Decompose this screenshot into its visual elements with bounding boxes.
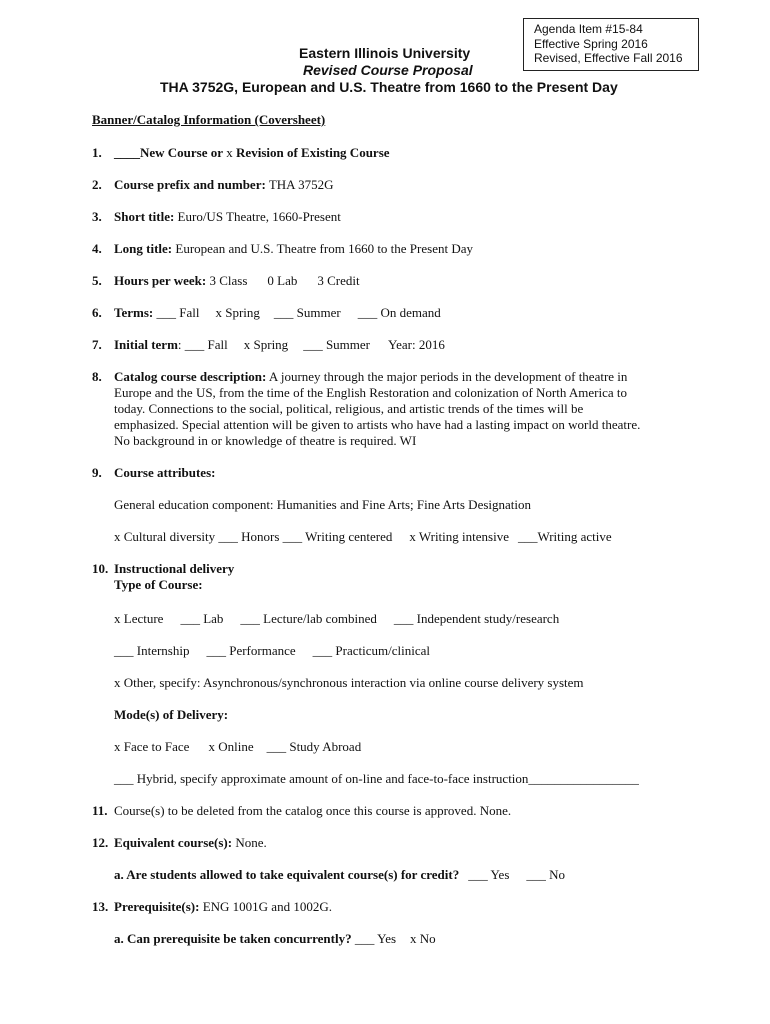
item-instructional-delivery — [92, 561, 692, 787]
new-course-blank: ____ — [114, 145, 140, 160]
field-label: Course prefix and number: — [114, 177, 266, 192]
concurrent-no: x No — [410, 931, 436, 946]
attr-cultural-diversity: x Cultural diversity — [114, 529, 216, 544]
type-performance: ___ Performance — [206, 643, 296, 658]
credit-hours: 3 Credit — [317, 273, 360, 288]
new-course-label: New Course or — [140, 145, 224, 160]
section-title: Banner/Catalog Information (Coversheet) — [92, 112, 326, 127]
item-number: 6. — [92, 305, 102, 320]
term-spring: x Spring — [215, 305, 260, 320]
item-number: 5. — [92, 273, 102, 288]
description-line: No background in or knowledge of theatre is required. WI — [114, 433, 417, 448]
item-number: 1. — [92, 145, 102, 160]
item-terms — [92, 305, 692, 321]
item-course-attributes — [92, 465, 692, 545]
document-header — [0, 45, 770, 96]
item-equivalent-courses — [92, 835, 692, 883]
gen-ed-component: General education component: Humanities and Fine Arts; Fine Arts Designation — [114, 497, 532, 512]
label-colon: : — [177, 337, 182, 352]
item-number: 9. — [92, 465, 102, 480]
type-lecture-lab: ___ Lecture/lab combined — [240, 611, 377, 626]
field-value: ENG 1001G and 1002G. — [202, 899, 332, 914]
coversheet-body — [92, 112, 692, 947]
item-number: 7. — [92, 337, 102, 352]
mode-hybrid: ___ Hybrid, specify approximate amount of on-line and face-to-face instruction_________________ — [114, 771, 639, 786]
agenda-item-number: Agenda Item #15-84 — [534, 22, 643, 36]
field-label: Instructional delivery — [114, 561, 235, 576]
item-number: 12. — [92, 835, 109, 850]
concurrent-question: a. Can prerequisite be taken concurrently? — [114, 931, 352, 946]
type-independent-study: ___ Independent study/research — [393, 611, 560, 626]
revision-label: Revision of Existing Course — [236, 145, 390, 160]
term-fall: ___ Fall — [156, 305, 200, 320]
type-other: x Other, specify: Asynchronous/synchronous interaction via online course delivery system — [114, 675, 584, 690]
initial-year: Year: 2016 — [388, 337, 445, 352]
lab-hours: 0 Lab — [267, 273, 298, 288]
description-line: A journey through the major periods in the development of theatre in — [268, 369, 628, 384]
field-label: Terms: — [114, 305, 154, 320]
attr-honors: ___ Honors — [218, 529, 280, 544]
item-number: 13. — [92, 899, 109, 914]
field-value: European and U.S. Theatre from 1660 to the Present Day — [175, 241, 473, 256]
item-number: 2. — [92, 177, 102, 192]
item-number: 3. — [92, 209, 102, 224]
agenda-revised-date: Revised, Effective Fall 2016 — [534, 51, 683, 65]
agenda-effective-date: Effective Spring 2016 — [534, 36, 648, 51]
attr-writing-active: ___Writing active — [517, 529, 612, 544]
field-value: THA 3752G — [268, 177, 334, 192]
field-label: Long title: — [114, 241, 173, 256]
field-value: None. — [235, 835, 267, 850]
term-summer: ___ Summer — [273, 305, 341, 320]
course-heading: THA 3752G, European and U.S. Theatre from 1660 to the Present Day — [160, 79, 618, 95]
field-label: Catalog course description: — [114, 369, 267, 384]
type-lecture: x Lecture — [114, 611, 164, 626]
concurrent-yes: ___ Yes — [354, 931, 397, 946]
description-line: today. Connections to the social, political, religious, and artistic trends of the times will be — [114, 401, 584, 416]
field-label: Initial term — [114, 337, 178, 352]
field-label: Prerequisite(s): — [114, 899, 200, 914]
modes-of-delivery-label: Mode(s) of Delivery: — [114, 707, 229, 722]
item-prefix-number — [92, 177, 692, 193]
item-number: 8. — [92, 369, 102, 384]
field-value: Course(s) to be deleted from the catalog once this course is approved. None. — [114, 803, 512, 818]
field-label: Equivalent course(s): — [114, 835, 233, 850]
field-value: Euro/US Theatre, 1660-Present — [177, 209, 341, 224]
field-label: Hours per week: — [114, 273, 207, 288]
item-number: 11. — [92, 803, 108, 818]
type-internship: ___ Internship — [114, 643, 190, 658]
item-number: 10. — [92, 561, 109, 576]
description-line: Europe and the US, from the time of the English Restoration and colonization of North America to — [114, 385, 628, 400]
item-courses-deleted — [92, 803, 692, 819]
description-line: emphasized. Special attention will be given to artists who have had a lasting impact on world theatre. — [114, 417, 641, 432]
item-hours-per-week — [92, 273, 692, 289]
item-long-title — [92, 241, 692, 257]
item-course-type — [92, 145, 692, 161]
attr-writing-intensive: x Writing intensive — [409, 529, 509, 544]
equivalent-no: ___ No — [526, 867, 566, 882]
item-prerequisites — [92, 899, 692, 947]
revision-mark: x — [226, 145, 233, 160]
item-short-title — [92, 209, 692, 225]
item-number: 4. — [92, 241, 102, 256]
mode-face-to-face: x Face to Face — [114, 739, 190, 754]
equivalent-credit-question: a. Are students allowed to take equivalent course(s) for credit? — [114, 867, 460, 882]
initial-spring: x Spring — [243, 337, 289, 352]
equivalent-yes: ___ Yes — [468, 867, 510, 882]
initial-summer: ___ Summer — [303, 337, 370, 352]
field-label: Course attributes: — [114, 465, 216, 480]
field-label: Short title: — [114, 209, 175, 224]
initial-fall: ___ Fall — [184, 337, 228, 352]
university-name: Eastern Illinois University — [299, 45, 471, 61]
type-practicum: ___ Practicum/clinical — [312, 643, 430, 658]
term-on-demand: ___ On demand — [357, 305, 441, 320]
attr-writing-centered: ___ Writing centered — [282, 529, 393, 544]
mode-study-abroad: ___ Study Abroad — [266, 739, 362, 754]
type-of-course-label: Type of Course: — [114, 577, 203, 592]
type-lab: ___ Lab — [180, 611, 224, 626]
mode-online: x Online — [208, 739, 254, 754]
item-initial-term — [92, 337, 692, 353]
class-hours: 3 Class — [209, 273, 248, 288]
item-catalog-description — [92, 369, 692, 449]
proposal-type: Revised Course Proposal — [303, 62, 473, 78]
